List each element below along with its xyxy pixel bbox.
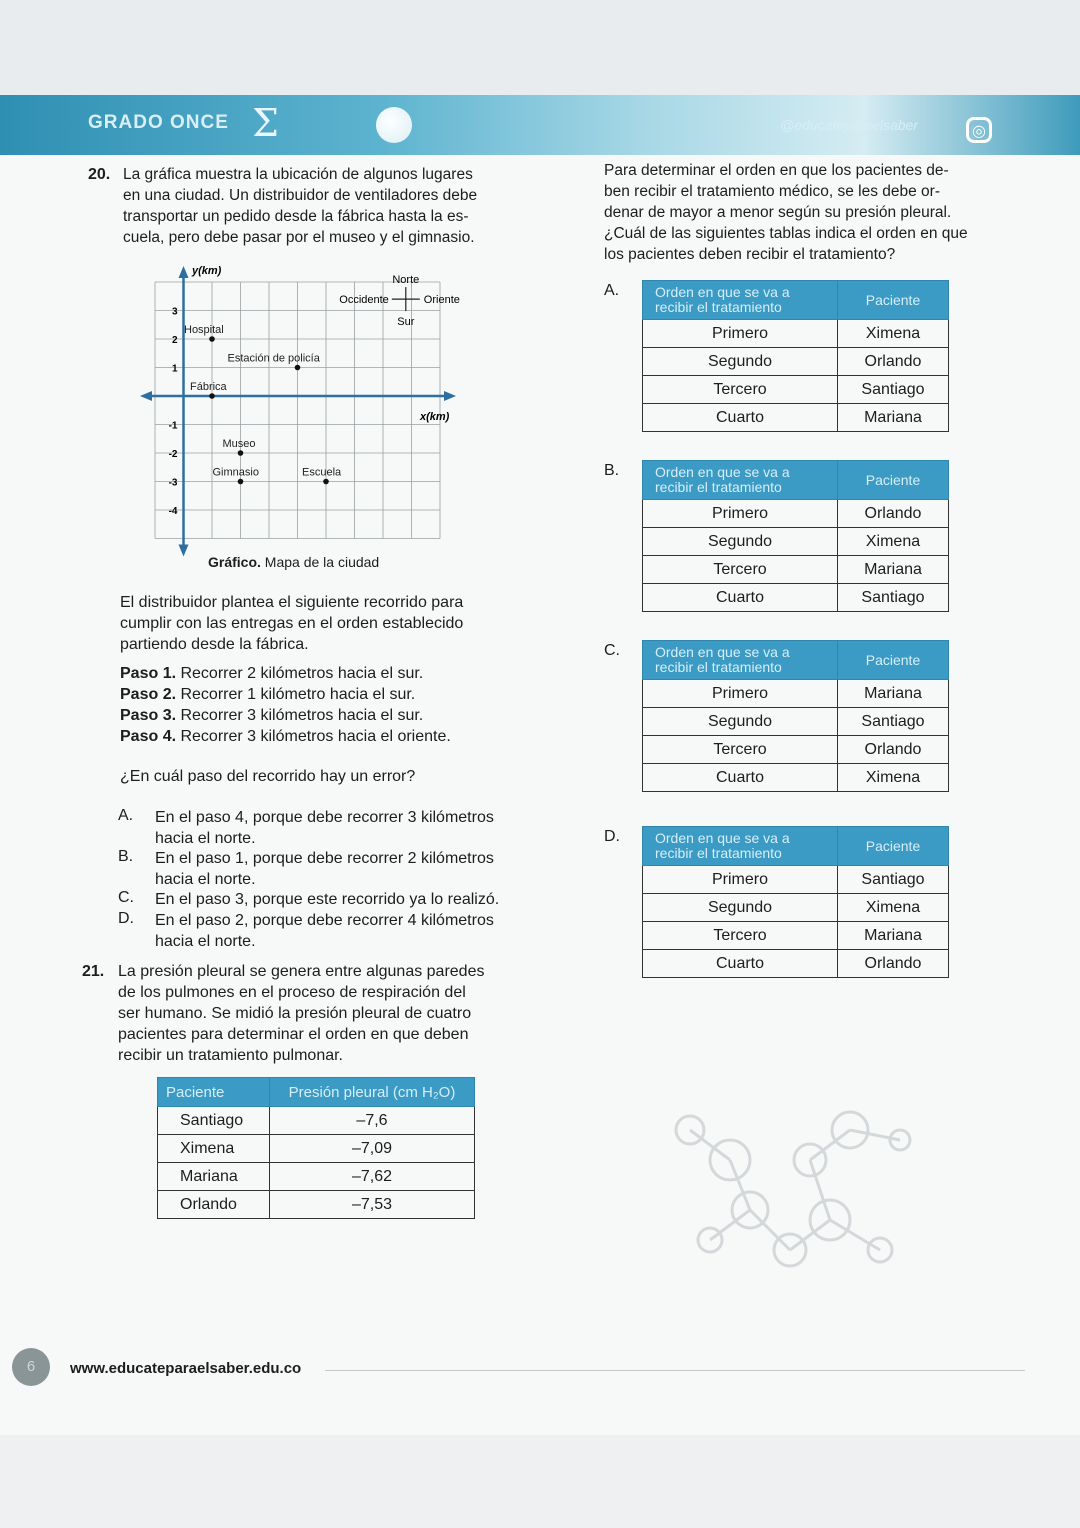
- map-point-label: Gimnasio: [212, 466, 259, 479]
- map-point: [209, 336, 215, 342]
- option-b-letter[interactable]: B.: [118, 848, 134, 865]
- ball-icon: [376, 107, 412, 143]
- compass-south: Sur: [397, 316, 415, 329]
- compass-east: Oriente: [423, 294, 460, 307]
- instagram-icon: ◎: [966, 117, 992, 143]
- table-row: Tercero Santiago: [643, 376, 949, 404]
- table-row: Cuarto Ximena: [643, 764, 949, 792]
- x-axis-arrow-right: [444, 391, 456, 401]
- map-point: [209, 393, 215, 399]
- y-tick-label: 2: [171, 335, 178, 346]
- table-row: Mariana –7,62: [158, 1163, 475, 1191]
- table-row: Santiago –7,6: [158, 1107, 475, 1135]
- option-d[interactable]: En el paso 2, porque debe recorrer 4 kilómetros hacia el norte.: [155, 912, 494, 950]
- col-header-patient: Paciente: [838, 461, 949, 500]
- col-header-order: Orden en que se va a recibir el tratamiento: [643, 461, 838, 500]
- map-point-label: Hospital: [184, 324, 224, 336]
- map-point: [238, 450, 244, 456]
- route-intro: El distribuidor plantea el siguiente recorrido para cumplir con las entregas en el orden establecido partiendo desde la fábrica.: [120, 594, 464, 653]
- compass-west: Occidente: [339, 294, 389, 307]
- option-c[interactable]: En el paso 3, porque este recorrido ya lo realizó.: [155, 891, 500, 908]
- map-point-label: Escuela: [302, 466, 342, 479]
- table-row: Segundo Ximena: [643, 894, 949, 922]
- col-header-patient: Paciente: [838, 827, 949, 866]
- map-point: [295, 365, 301, 371]
- footer-url[interactable]: www.educateparaelsaber.edu.co: [70, 1360, 302, 1377]
- pleural-pressure-table: [157, 1077, 475, 1219]
- route-steps: [120, 663, 451, 747]
- table-row: Cuarto Orlando: [643, 950, 949, 978]
- chart-caption: Gráfico. Mapa de la ciudad: [208, 554, 380, 570]
- step-1: Paso 1. Recorrer 2 kilómetros hacia el sur.: [120, 665, 424, 682]
- chart-ticks: [169, 307, 178, 518]
- step-4: Paso 4. Recorrer 3 kilómetros hacia el oriente.: [120, 728, 451, 745]
- table-row: Segundo Santiago: [643, 708, 949, 736]
- table-row: Primero Ximena: [643, 320, 949, 348]
- table-row: Segundo Ximena: [643, 528, 949, 556]
- table-row: Segundo Orlando: [643, 348, 949, 376]
- y-tick-label: 1: [171, 363, 178, 375]
- sigma-icon: Σ: [252, 101, 279, 145]
- map-point-label: Museo: [222, 438, 256, 450]
- background-area: [0, 1435, 1080, 1528]
- compass-north: Norte: [392, 274, 420, 287]
- answer-option-letter[interactable]: B.: [604, 462, 620, 479]
- answer-option-letter[interactable]: C.: [604, 642, 620, 659]
- option-a-letter[interactable]: A.: [118, 807, 134, 824]
- q20-question: ¿En cuál paso del recorrido hay un error?: [120, 768, 416, 785]
- map-point-label: Estación de policía: [227, 352, 320, 365]
- option-a[interactable]: En el paso 4, porque debe recorrer 3 kilómetros hacia el norte.: [155, 809, 494, 847]
- q20-statement: La gráfica muestra la ubicación de algunos lugares en una ciudad. Un distribuidor de ventiladores debe transportar un pedido desde la fábrica hasta la es- cuela, pero debe pasar por el museo y el gimnasio.: [123, 166, 478, 246]
- col-header-order: Orden en que se va a recibir el tratamiento: [643, 827, 838, 866]
- table-row: Cuarto Mariana: [643, 404, 949, 432]
- col-header-order: Orden en que se va a recibir el tratamiento: [643, 281, 838, 320]
- answer-option-letter[interactable]: D.: [604, 828, 620, 845]
- x-axis-label: x(km): [420, 411, 450, 423]
- molecule-illustration: [640, 1100, 960, 1300]
- col-header-order: Orden en que se va a recibir el tratamiento: [643, 641, 838, 680]
- y-tick-label: -1: [168, 420, 178, 432]
- y-tick-label: -4: [168, 506, 178, 517]
- social-handle: @educateparaelsaber: [780, 117, 918, 133]
- map-point: [323, 479, 329, 485]
- map-point-label: Fábrica: [190, 381, 227, 393]
- step-2: Paso 2. Recorrer 1 kilómetro hacia el sur.: [120, 686, 416, 703]
- table-row: Cuarto Santiago: [643, 584, 949, 612]
- col-header-patient: Paciente: [158, 1078, 270, 1107]
- table-row: Orlando –7,53: [158, 1191, 475, 1219]
- chart-points: [184, 324, 342, 484]
- col-header-pressure: Presión pleural (cm H₂O): [270, 1078, 475, 1107]
- y-tick-label: -3: [168, 477, 178, 489]
- y-tick-label: 3: [171, 306, 178, 318]
- page-header: [0, 95, 1080, 155]
- q20-number: 20.: [88, 166, 111, 183]
- col-header-patient: Paciente: [838, 641, 949, 680]
- answer-table-c[interactable]: [642, 640, 949, 792]
- col-header-patient: Paciente: [838, 281, 949, 320]
- table-row: Tercero Mariana: [643, 922, 949, 950]
- q21-continuation: Para determinar el orden en que los pacientes de- ben recibir el tratamiento médico, se les debe or- denar de mayor a menor según su presión pleural. ¿Cuál de las siguientes tablas indica el orden en que los pacientes deben recibir el tratamiento?: [604, 162, 968, 263]
- option-d-letter[interactable]: D.: [118, 910, 134, 927]
- y-axis-arrow-down: [179, 545, 189, 557]
- x-axis-arrow-left: [140, 391, 152, 401]
- footer-divider: [325, 1370, 1025, 1371]
- answer-table-a[interactable]: [642, 280, 949, 432]
- answer-table-d[interactable]: [642, 826, 949, 978]
- grade-title: GRADO ONCE: [88, 112, 229, 133]
- table-row: Primero Santiago: [643, 866, 949, 894]
- option-b[interactable]: En el paso 1, porque debe recorrer 2 kilómetros hacia el norte.: [155, 850, 494, 888]
- q21-number: 21.: [82, 963, 105, 980]
- step-3: Paso 3. Recorrer 3 kilómetros hacia el sur.: [120, 707, 424, 724]
- q21-statement: La presión pleural se genera entre algunas paredes de los pulmones en el proceso de respiración del ser humano. Se midió la presión pleural de cuatro pacientes para determinar el orden en que deben recibir un tratamiento pulmonar.: [118, 963, 485, 1064]
- page-number: 6: [12, 1348, 50, 1386]
- city-map-chart: [140, 260, 470, 580]
- y-tick-label: -2: [168, 449, 178, 460]
- option-c-letter[interactable]: C.: [118, 889, 134, 906]
- table-row: Tercero Orlando: [643, 736, 949, 764]
- answer-option-letter[interactable]: A.: [604, 282, 620, 299]
- table-row: Primero Orlando: [643, 500, 949, 528]
- table-row: Tercero Mariana: [643, 556, 949, 584]
- y-axis-arrow-up: [179, 266, 189, 278]
- answer-table-b[interactable]: [642, 460, 949, 612]
- y-axis-label: y(km): [192, 265, 222, 277]
- table-row: Ximena –7,09: [158, 1135, 475, 1163]
- table-row: Primero Mariana: [643, 680, 949, 708]
- map-point: [238, 479, 244, 485]
- chart-axes: [140, 266, 456, 557]
